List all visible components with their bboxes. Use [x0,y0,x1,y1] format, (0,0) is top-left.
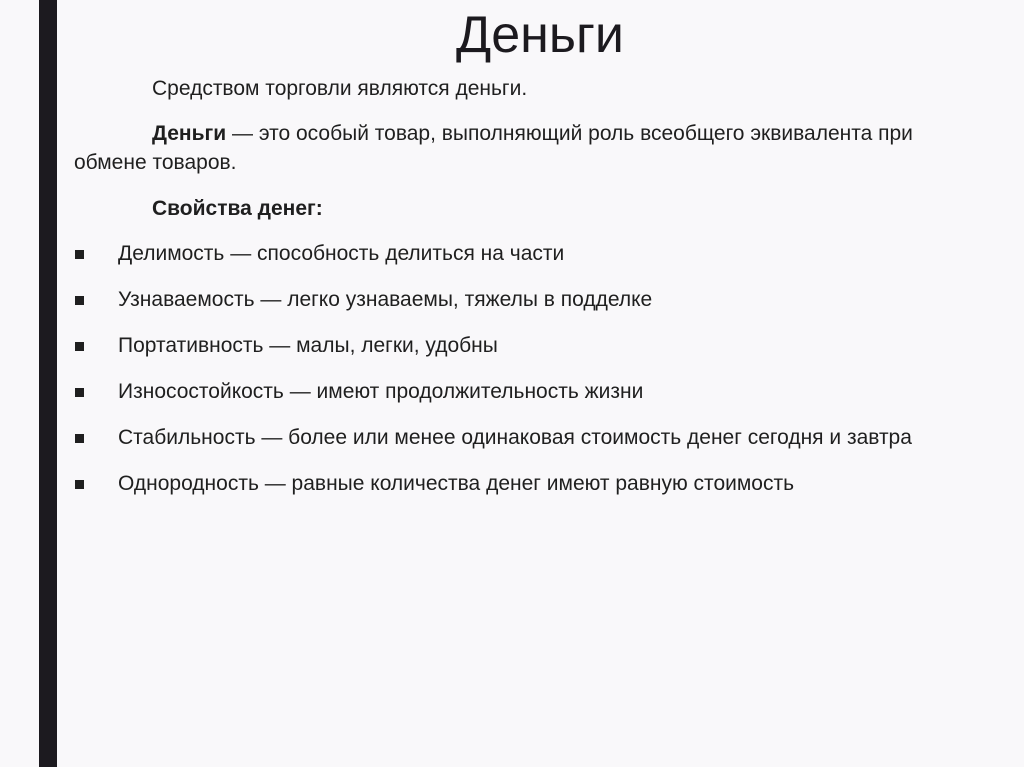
list-item-text: Износостойкость — имеют продолжительность жизни [118,380,644,403]
square-bullet-icon [75,434,84,443]
list-item-text: Стабильность — более или менее одинаковая стоимость денег сегодня и завтра [118,426,912,449]
list-item-text: Узнаваемость — легко узнаваемы, тяжелы в подделке [118,288,653,311]
square-bullet-icon [75,388,84,397]
list-item [72,285,972,314]
list-item [72,423,972,452]
list-item-text: Однородность — равные количества денег имеют равную стоимость [118,472,795,495]
definition-text: — это особый товар, выполняющий роль всеобщего эквивалента при обмене товаров. [74,122,913,174]
properties-heading [74,194,974,223]
square-bullet-icon [75,296,84,305]
slide-title: Деньги [456,6,624,64]
properties-heading-text: Свойства денег: [152,197,323,220]
list-item [72,377,972,406]
list-item [72,239,972,268]
list-item-text: Делимость — способность делиться на части [118,242,565,265]
left-accent-bar [39,0,57,767]
definition-term: Деньги [152,122,227,145]
square-bullet-icon [75,250,84,259]
intro-text: Средством торговли являются деньги. [152,77,528,100]
square-bullet-icon [75,342,84,351]
definition-paragraph [74,119,974,177]
list-item-text: Портативность — малы, легки, удобны [118,334,498,357]
square-bullet-icon [75,480,84,489]
list-item [72,469,972,498]
properties-list [72,239,972,515]
intro-paragraph [74,74,974,103]
list-item [72,331,972,360]
